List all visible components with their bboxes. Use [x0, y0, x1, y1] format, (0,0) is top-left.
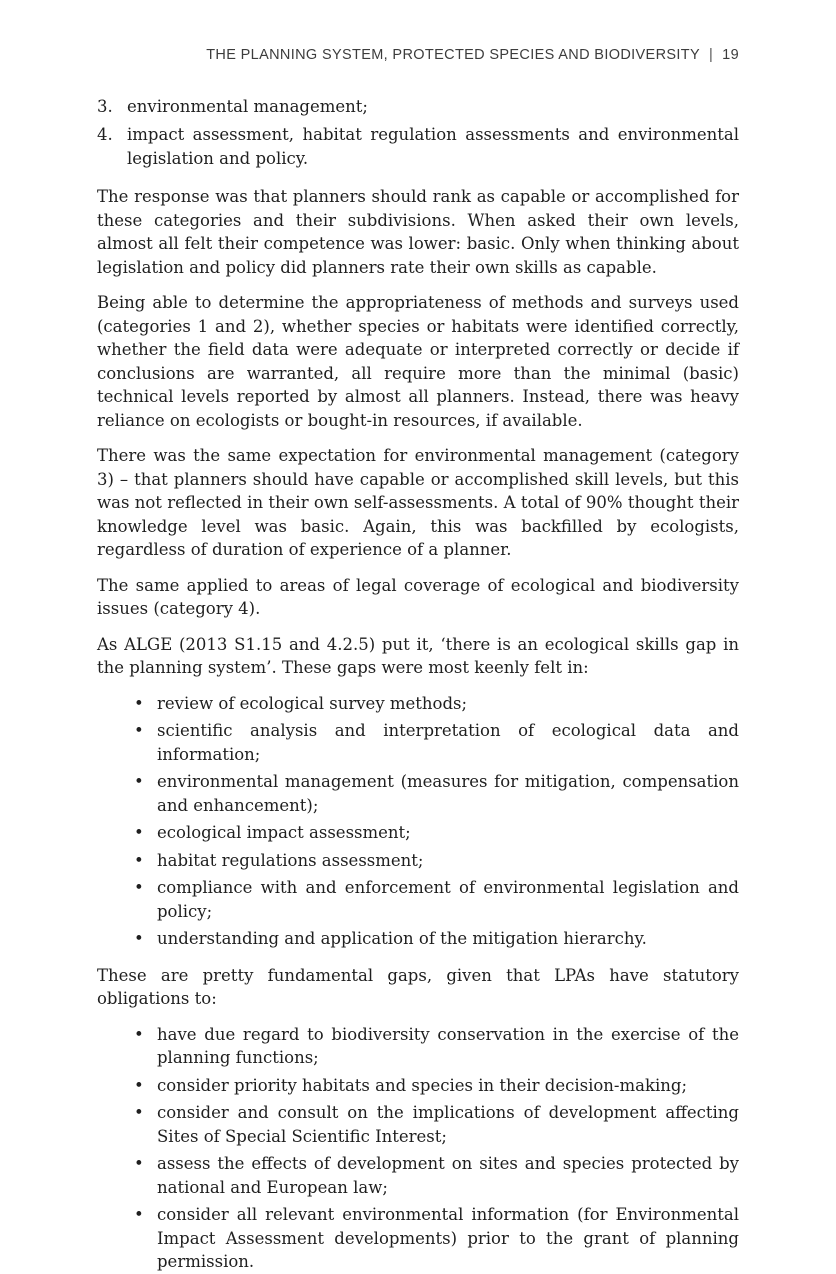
list-item-text: impact assessment, habitat regulation assessments and environmental legislation and policy. — [127, 125, 739, 168]
running-title: THE PLANNING SYSTEM, PROTECTED SPECIES AND BIODIVERSITY — [206, 47, 701, 63]
bullet-item: • scientific analysis and interpretation of ecological data and information; — [97, 719, 739, 766]
page-header — [97, 44, 739, 68]
header-separator: | — [709, 47, 714, 63]
paragraph-alge: As ALGE (2013 S1.15 and 4.2.5) put it, ‘there is an ecological skills gap in the planning system’. These gaps were most keenly felt in: — [97, 634, 739, 677]
bullet-item: • consider and consult on the implications of development affecting Sites of Special Scientific Interest; — [97, 1101, 739, 1148]
bullet-item: • environmental management (measures for mitigation, compensation and enhancement); — [97, 770, 739, 817]
bullet-item: • review of ecological survey methods; — [97, 692, 739, 716]
numbered-list — [97, 95, 739, 171]
list-item-text: environmental management; — [127, 96, 368, 116]
bullet-item: • ecological impact assessment; — [97, 821, 739, 845]
bullet-item: • consider priority habitats and species in their decision-making; — [97, 1074, 739, 1098]
obligations-list — [97, 1023, 739, 1274]
page-number: 19 — [722, 47, 739, 63]
list-item-number: 4. — [97, 125, 113, 144]
bullet-item: • assess the effects of development on sites and species protected by national and European law; — [97, 1152, 739, 1199]
list-item-number: 3. — [97, 96, 113, 116]
bullet-item: • consider all relevant environmental information (for Environmental Impact Assessment developments) prior to the grant of planning permission. — [97, 1203, 739, 1274]
paragraph-being-able: Being able to determine the appropriateness of methods and surveys used (categories 1 and 2), whether species or habitats were identified correctly, whether the field data were adequate or interpreted correctly or decide if conclusions are warranted, all require more than the minimal (basic) technical levels reported by almost all planners. Instead, there was heavy reliance on ecologists or bought-in resources, if available. — [97, 293, 739, 430]
paragraph-same-applied: The same applied to areas of legal coverage of ecological and biodiversity issues (category 4). — [97, 575, 739, 618]
paragraph-expectation: There was the same expectation for environmental management (category 3) – that planners should have capable or accomplished skill levels, but this was not reflected in their own self-assessments. A total of 90% thought their knowledge level was basic. Again, this was backfilled by ecologists, regardless of duration of experience of a planner. — [97, 446, 739, 559]
paragraph-fundamental: These are pretty fundamental gaps, given that LPAs have statutory obligations to: — [97, 965, 739, 1008]
bullet-item: • compliance with and enforcement of environmental legislation and policy; — [97, 876, 739, 923]
numbered-list-item — [97, 123, 739, 170]
paragraph-response: The response was that planners should rank as capable or accomplished for these categories and their subdivisions. When asked their own levels, almost all felt their competence was lower: basic. Only when thinking about legislation and policy did planners rate their own skills as capable. — [97, 187, 739, 277]
skills-gap-list — [97, 692, 739, 951]
bullet-item: • understanding and application of the mitigation hierarchy. — [97, 927, 739, 951]
bullet-item: • habitat regulations assessment; — [97, 849, 739, 873]
bullet-item: • have due regard to biodiversity conservation in the exercise of the planning functions; — [97, 1023, 739, 1070]
numbered-list-item — [97, 95, 739, 119]
